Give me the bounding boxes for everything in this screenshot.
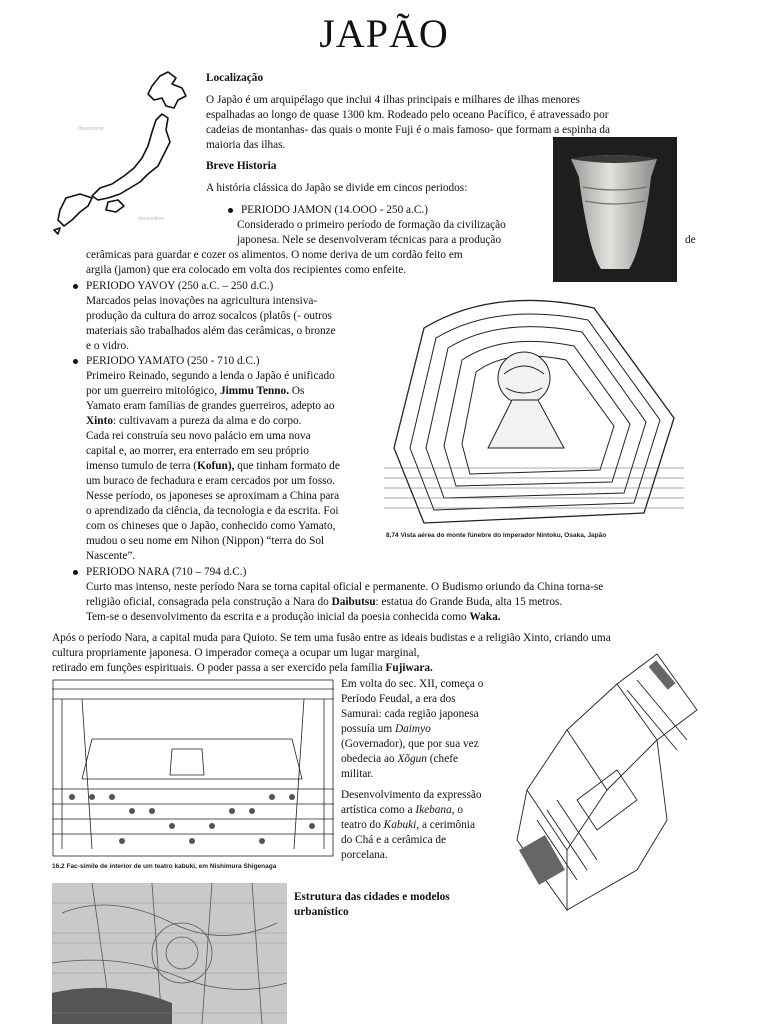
yamato-line-7: imenso tumulo de terra (Kofun), que tinham formato de — [86, 460, 340, 472]
kabuki-theater-illustration — [52, 679, 334, 869]
bullet-jamon — [228, 208, 233, 213]
localizacao-heading: Localização — [206, 72, 264, 84]
localizacao-line-3: cadeias de montanhas- das quais o monte Fuji é o mais famoso- que formam a espinha da — [206, 124, 611, 136]
arte-line-5: porcelana. — [341, 849, 388, 861]
yamato-line-6: capital e, ao morrer, era enterrado em seu próprio — [86, 445, 309, 457]
arte-line-4: do Chá e a cerâmica de — [341, 834, 447, 846]
daimyo: Daimyo — [394, 723, 431, 735]
bullet-yayoy — [73, 284, 78, 289]
arte-line-3: teatro do Kabuki, a cerimônia — [341, 819, 475, 831]
kofun-caption: 8.74 Vista aérea do monte fúnebre do imperador Nintoku, Osaka, Japão — [386, 532, 607, 539]
japan-map-image — [48, 70, 198, 235]
jomon-pottery-photo — [553, 137, 677, 282]
bullet-nara — [73, 570, 78, 575]
jamon-line-1: Considerado o primeiro período de formação da civilização — [237, 219, 506, 231]
fujiwara: Fujiwara. — [385, 662, 433, 674]
kabuki-caption: 16.2 Fac-símile de interior de um teatro kabuki, em Nishimura Shigenaga — [52, 863, 277, 870]
page-title: JAPÃO — [319, 11, 449, 56]
localizacao-line-2: espalhadas ao longo de quase 1300 km. Rodeado pelo oceano Pacífico, é atravessado por — [206, 109, 609, 121]
localizacao-line-1: O Japão é um arquipélago que inclui 4 ilhas principais e milhares de ilhas menores — [206, 94, 580, 106]
yamato-line-13: Nascente”. — [86, 550, 136, 562]
yayoy-line-3: materiais são trabalhados além das cerâmicas, o bronze — [86, 325, 336, 337]
yayoy-line-1: Marcados pelas inovações na agricultura intensiva- — [86, 295, 318, 307]
jamon-line-3: cerâmicas para guardar e cozer os alimentos. O nome deriva de um cordão feito em — [86, 249, 463, 261]
yamato-line-3: Yamato eram famílias de grandes guerreiros, adepto ao — [86, 400, 335, 412]
jamon-line-4: argila (jamon) que era colocado em volta dos recipientes como enfeite. — [86, 264, 407, 276]
yamato-line-5: Cada rei construía seu novo palácio em uma nova — [86, 430, 311, 442]
waka: Waka. — [469, 611, 501, 623]
yamato-line-9: Nesse período, os japoneses se aproximam a China para — [86, 490, 340, 502]
svg-text:dreamstime: dreamstime — [138, 216, 165, 222]
feudal-line-2: Período Feudal, a era dos — [341, 693, 456, 705]
yayoy-line-2: produção da cultura do arroz socalcos (platôs (- outros — [86, 310, 332, 322]
city-map-image — [52, 883, 287, 1024]
estrutura-line-1: Estrutura das cidades e modelos — [294, 891, 450, 903]
yamato-line-2: por um guerreiro mitológico, Jimmu Tenno. Os — [86, 385, 305, 397]
kofun: Kofun), — [197, 460, 235, 472]
xinto: Xinto — [86, 415, 113, 427]
feudal-line-3: Samurai: cada região japonesa — [341, 708, 479, 720]
yamato-line-11: com os chineses que o Japão, conhecido como Yamato, — [86, 520, 336, 532]
ikebana: Ikebana — [415, 804, 452, 816]
yamato-line-1: Primeiro Reinado, segundo a lenda o Japão é unificado — [86, 370, 335, 382]
nara-title: PERIODO NARA (710 – 794 d.C.) — [86, 566, 247, 578]
arte-line-1: Desenvolvimento da expressão — [341, 789, 482, 801]
feudal-line-4: possuía um Daimyo — [341, 723, 431, 735]
localizacao-line-4: maioria das ilhas. — [206, 139, 286, 151]
apos-line-2: cultura propriamente japonesa. O imperador começa a ocupar um lugar marginal, — [52, 647, 420, 659]
apos-line-1: Após o período Nara, a capital muda para Quioto. Se tem uma fusão entre as ideais budistas e a religião Xinto, criando uma — [52, 632, 611, 644]
svg-text:dreamstime: dreamstime — [78, 126, 105, 132]
feudal-line-1: Em volta do sec. XII, começa o — [341, 678, 484, 690]
jamon-line-2: japonesa. Nele se desenvolveram técnicas para a produção — [237, 234, 502, 246]
daibutsu: Daibutsu — [331, 596, 376, 608]
xogun: Xõgun — [397, 753, 427, 765]
jamon-title: PERIODO JAMON (14.OOO - 250 a.C.) — [241, 204, 429, 216]
nara-line-3: Tem-se o desenvolvimento da escrita e a produção inicial da poesia conhecida como Waka. — [86, 611, 501, 623]
estrutura-line-2: urbanístico — [294, 906, 349, 918]
yamato-line-12: mudou o seu nome em Nihon (Nippon) “terra do Sol — [86, 535, 325, 547]
yamato-title: PERIODO YAMATO (250 - 710 d.C.) — [86, 355, 260, 367]
feudal-line-7: militar. — [341, 768, 374, 780]
yamato-line-10: o aprendizado da ciência, da tecnologia e da escrita. Foi — [86, 505, 339, 517]
feudal-line-5: (Governador), que por sua vez — [341, 738, 479, 750]
yayoy-title: PERIODO YAVOY (250 a.C. – 250 d.C.) — [86, 280, 274, 292]
jamon-line-2-end: de — [685, 234, 696, 246]
feudal-house-illustration — [507, 650, 701, 928]
bullet-yamato — [73, 359, 78, 364]
feudal-line-6: obedecia ao Xõgun (chefe — [341, 753, 458, 765]
kofun-tomb-illustration — [384, 298, 689, 538]
arte-line-2: artística como a Ikebana, o — [341, 804, 464, 816]
historia-intro: A história clássica do Japão se divide em cincos periodos: — [206, 182, 468, 194]
historia-heading: Breve Historia — [206, 160, 277, 172]
nara-line-1: Curto mas intenso, neste período Nara se torna capital oficial e permanente. O Budismo oriundo da China torna-se — [86, 581, 604, 593]
yayoy-line-4: e o vidro. — [86, 340, 129, 352]
nara-line-2: religião oficial, consagrada pela construção a Nara do Daibutsu: estatua do Grande Buda, alta 15 metros. — [86, 596, 563, 608]
kabuki: Kabuki — [383, 819, 417, 831]
jimmu-tenno: Jimmu Tenno. — [219, 385, 290, 397]
yamato-line-4: Xinto: cultivavam a pureza da alma e do corpo. — [86, 415, 302, 427]
yamato-line-8: um buraco de fechadura e eram cercados por um fosso. — [86, 475, 336, 487]
apos-line-3: retirado em funções espirituais. O poder passa a ser exercido pela família Fujiwara. — [52, 662, 433, 674]
